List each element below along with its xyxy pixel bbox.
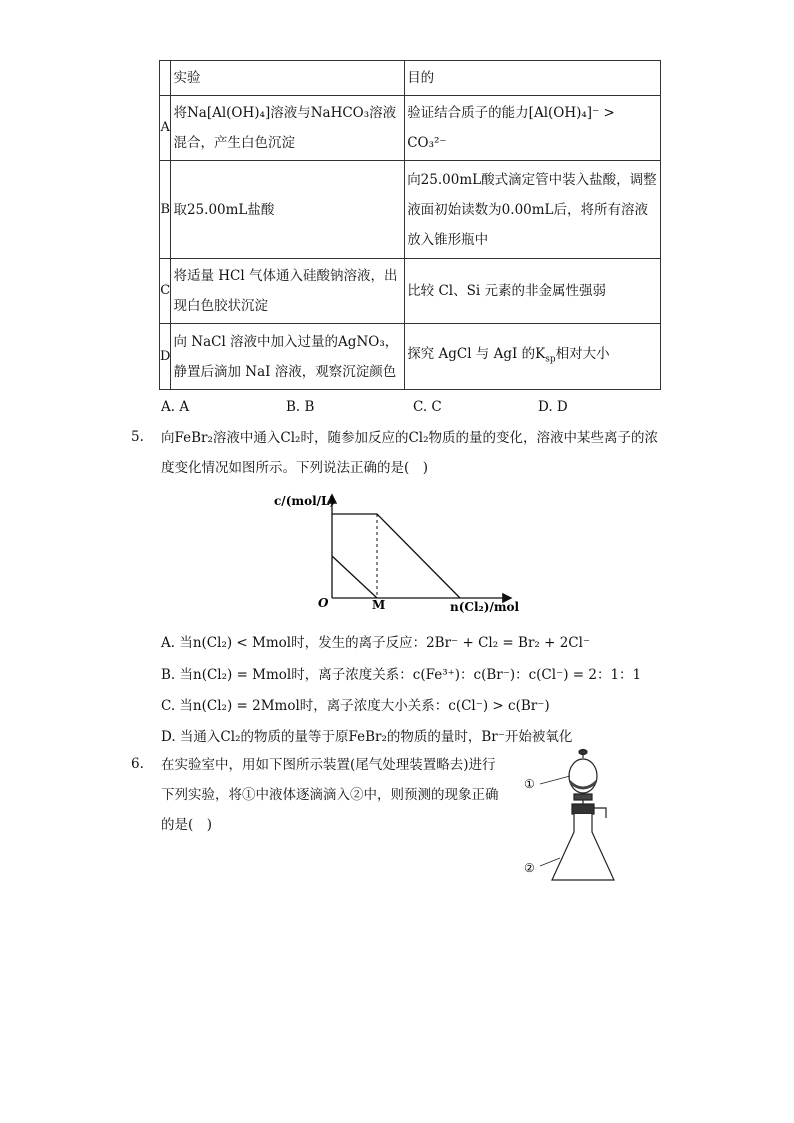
row-purpose: 验证结合质子的能力[Al(OH)₄]⁻ > CO₃²⁻ — [405, 96, 661, 161]
series-line-upper — [332, 514, 460, 598]
label-circled-1: ① — [524, 777, 535, 791]
row-experiment: 将Na[Al(OH)₄]溶液与NaHCO₃溶液混合，产生白色沉淀 — [171, 96, 405, 161]
series-line-lower — [332, 556, 377, 598]
y-axis-label: c/(mol/L) — [274, 494, 336, 508]
row-purpose: 向25.00mL酸式滴定管中装入盐酸，调整液面初始读数为0.00mL后，将所有溶液放入锥形瓶中 — [405, 161, 661, 259]
q5-option-b: B. 当n(Cl₂) = Mmol时，离子浓度关系：c(Fe³⁺)：c(Br⁻)：c(Cl⁻) = 2：1：1 — [161, 667, 642, 683]
x-axis-label: n(Cl₂)/mol — [450, 600, 520, 614]
row-key: C — [160, 259, 171, 324]
q5-chart — [260, 488, 520, 616]
table-header-row — [160, 61, 661, 96]
table-row — [160, 259, 661, 324]
table-row — [160, 161, 661, 259]
origin-label: O — [318, 596, 329, 610]
q5-stem: 向FeBr₂溶液中通入Cl₂时，随参加反应的Cl₂物质的量的变化，溶液中某些离子的浓度变化情况如图所示。下列说法正确的是( ) — [161, 430, 659, 476]
row-experiment: 取25.00mL盐酸 — [171, 161, 405, 259]
side-tube — [594, 808, 606, 818]
header-cell-experiment: 实验 — [171, 61, 405, 96]
row-experiment: 向 NaCl 溶液中加入过量的AgNO₃，静置后滴加 NaI 溶液，观察沉淀颜色 — [171, 324, 405, 390]
q4-option-a: A. A — [161, 399, 190, 415]
q5-number: 5. — [131, 429, 144, 445]
experiment-table — [159, 60, 661, 390]
header-cell-key — [160, 61, 171, 96]
funnel-stopcock — [574, 794, 592, 800]
q6-stem-line: 在实验室中，用如下图所示装置(尾气处理装置略去)进行 — [161, 757, 496, 773]
q4-option-c: C. C — [413, 399, 442, 415]
label-circled-2: ② — [524, 861, 535, 875]
q4-option-b: B. B — [286, 399, 315, 415]
row-key: B — [160, 161, 171, 259]
conical-flask — [552, 814, 614, 880]
label-pointer-1 — [540, 776, 570, 784]
apparatus-diagram — [520, 748, 660, 890]
rubber-stopper — [572, 804, 594, 814]
table-row — [160, 324, 661, 390]
row-purpose: 比较 Cl、Si 元素的非金属性强弱 — [405, 259, 661, 324]
q5-option-c: C. 当n(Cl₂) = 2Mmol时，离子浓度大小关系：c(Cl⁻) > c(Br⁻) — [161, 698, 550, 714]
funnel-stopper — [579, 750, 587, 755]
row-key: D — [160, 324, 171, 390]
row-experiment: 将适量 HCl 气体通入硅酸钠溶液，出现白色胶状沉淀 — [171, 259, 405, 324]
row-key: A — [160, 96, 171, 161]
q6-number: 6. — [131, 756, 144, 772]
row-purpose: 探究 AgCl 与 AgI 的$K_{sp}$相对大小 — [405, 324, 661, 390]
label-pointer-2 — [540, 858, 560, 866]
table-row — [160, 96, 661, 161]
m-label: M — [372, 598, 386, 612]
header-cell-purpose: 目的 — [405, 61, 661, 96]
q5-option-d: D. 当通入Cl₂的物质的量等于原FeBr₂的物质的量时，Br⁻开始被氧化 — [161, 729, 573, 745]
q6-stem-line: 的是( ) — [161, 817, 213, 833]
q6-stem — [161, 750, 499, 840]
q4-option-d: D. D — [538, 399, 568, 415]
q6-stem-line: 下列实验，将①中液体逐滴滴入②中，则预测的现象正确 — [161, 787, 499, 803]
q5-option-a: A. 当n(Cl₂) < Mmol时，发生的离子反应：2Br⁻ + Cl₂ = Br₂ + 2Cl⁻ — [161, 635, 591, 651]
